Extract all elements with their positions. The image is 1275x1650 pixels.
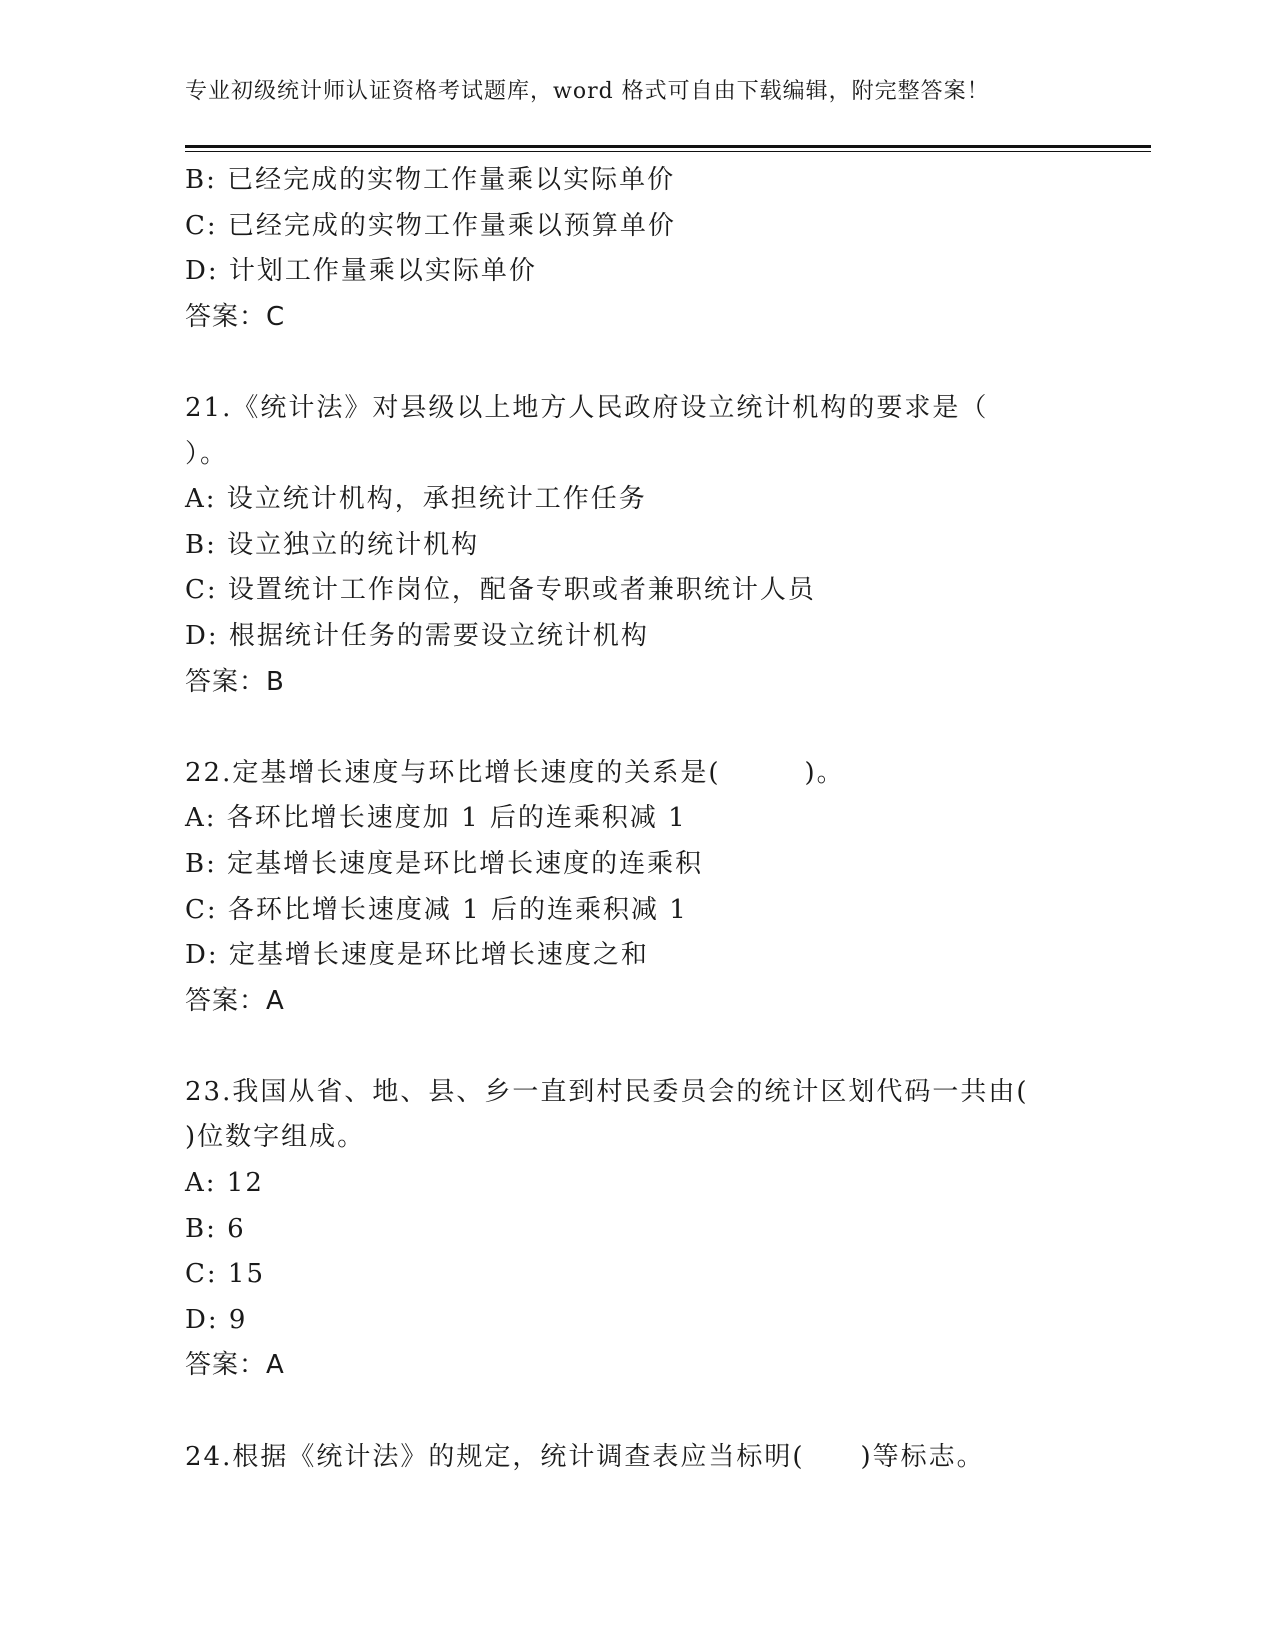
question-stem: 21.《统计法》对县级以上地方人民政府设立统计机构的要求是（ (185, 392, 989, 423)
question-stem-continued: ）。 (185, 438, 229, 469)
question-23 (185, 1070, 1105, 1389)
header-rule-thick (185, 145, 1151, 148)
answer-label: 答案：B (185, 666, 285, 697)
previous-question-tail (185, 158, 1105, 340)
option-c: C: 15 (185, 1259, 266, 1290)
question-stem: 24.根据《统计法》的规定，统计调查表应当标明( )等标志。 (185, 1441, 985, 1472)
exam-content (185, 158, 1105, 1480)
option-b: B: 定基增长速度是环比增长速度的连乘积 (185, 848, 704, 879)
header-rule-thin (185, 151, 1151, 152)
answer-label: 答案：C (185, 301, 286, 332)
answer-label: 答案：A (185, 1350, 285, 1381)
question-22 (185, 751, 1105, 1025)
question-24 (185, 1435, 1105, 1481)
question-21 (185, 386, 1105, 705)
option-a: A: 各环比增长速度加 1 后的连乘积减 1 (185, 803, 687, 834)
option-d: D: 9 (185, 1304, 248, 1335)
option-d: D: 计划工作量乘以实际单价 (185, 256, 537, 287)
question-stem-continued: )位数字组成。 (185, 1122, 366, 1153)
option-a: A: 12 (185, 1168, 264, 1199)
answer-label: 答案：A (185, 985, 285, 1016)
question-stem: 22.定基增长速度与环比增长速度的关系是( )。 (185, 757, 845, 788)
option-d: D: 定基增长速度是环比增长速度之和 (185, 940, 649, 971)
option-b: B: 设立独立的统计机构 (185, 529, 480, 560)
option-d: D: 根据统计任务的需要设立统计机构 (185, 620, 649, 651)
page-header: 专业初级统计师认证资格考试题库，word 格式可自由下载编辑，附完整答案！ (185, 79, 990, 104)
option-b: B: 6 (185, 1213, 246, 1244)
option-c: C: 各环比增长速度减 1 后的连乘积减 1 (185, 894, 688, 925)
option-a: A: 设立统计机构，承担统计工作任务 (185, 484, 647, 515)
option-b: B: 已经完成的实物工作量乘以实际单价 (185, 165, 676, 195)
question-stem: 23.我国从省、地、县、乡一直到村民委员会的统计区划代码一共由( (185, 1076, 1029, 1107)
option-c: C: 设置统计工作岗位，配备专职或者兼职统计人员 (185, 575, 816, 606)
option-c: C: 已经完成的实物工作量乘以预算单价 (185, 210, 676, 241)
